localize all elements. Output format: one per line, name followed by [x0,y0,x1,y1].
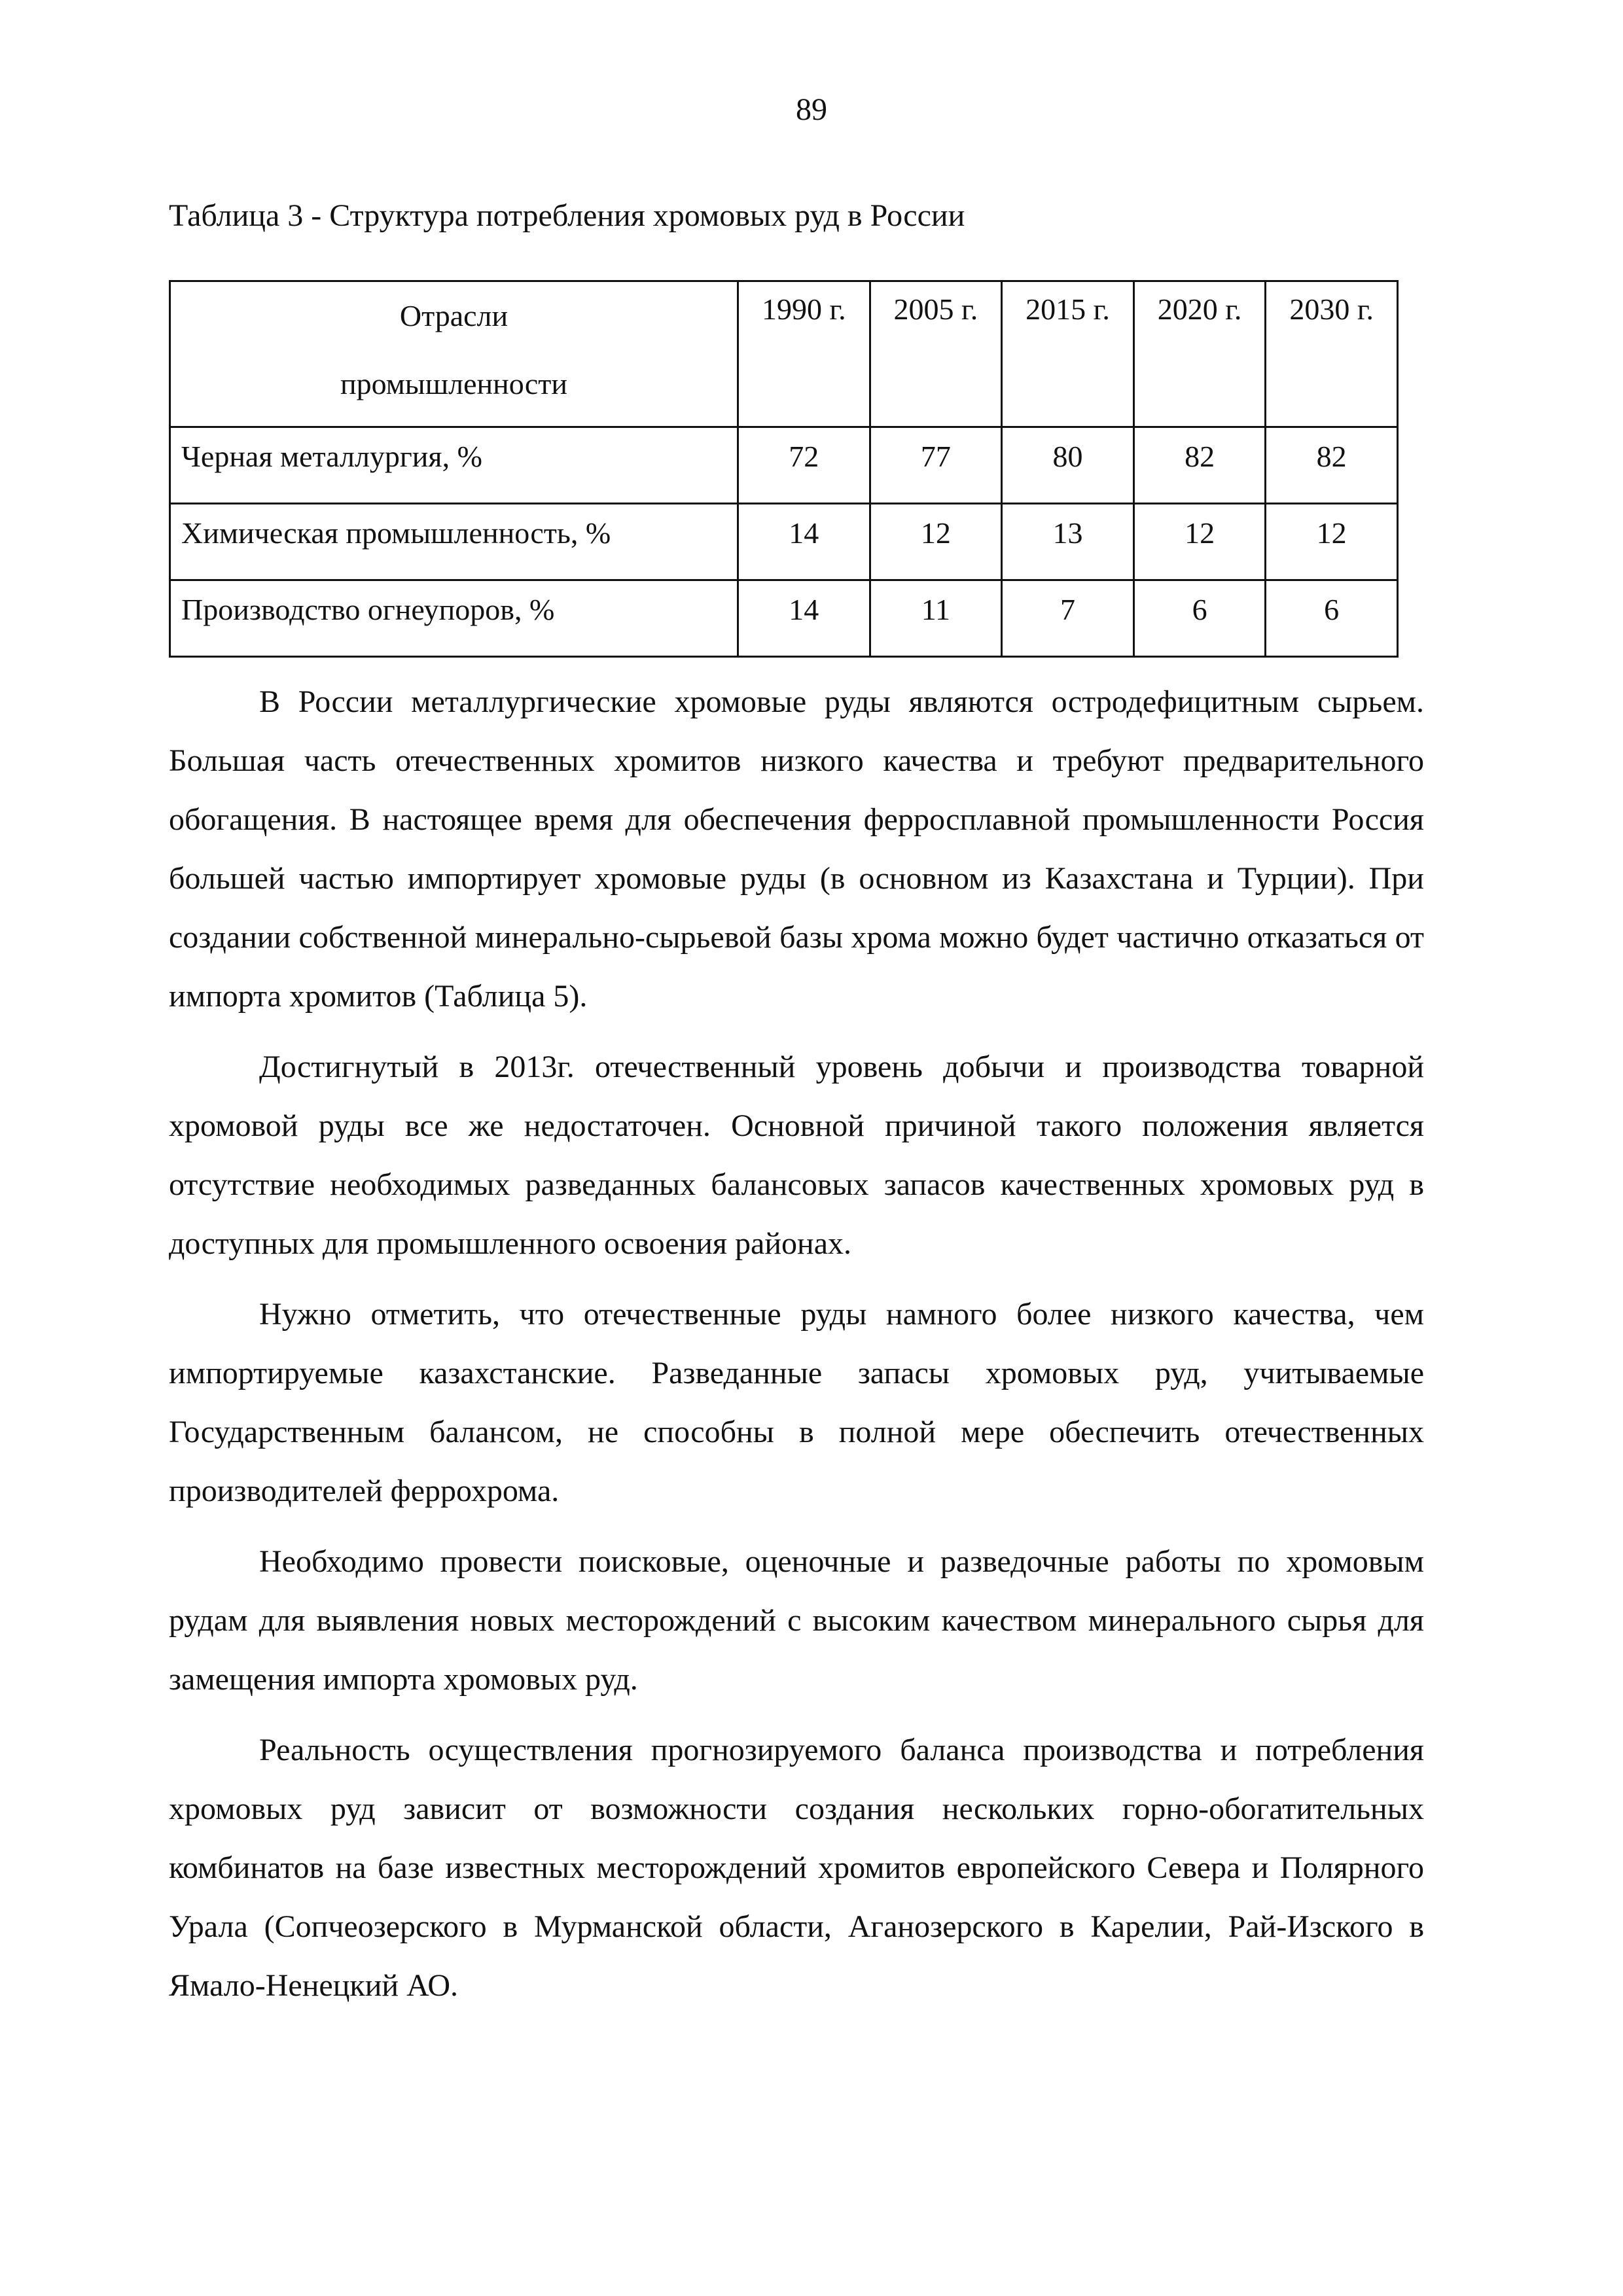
consumption-table [169,280,1399,658]
table-row-sector: Химическая промышленность, % [170,504,738,580]
table-row [170,427,1398,504]
table-cell-value: 80 [1002,427,1134,504]
table-row-sector: Черная металлургия, % [170,427,738,504]
paragraph: В России металлургические хромовые руды являются остродефицитным сырьем. Большая часть отечественных хромитов низкого качества и требуют предварительного обогащения. В настоящее время для обеспечения ферросплавной промышленности Россия большей частью импортирует хромовые руды (в основном из Казахстана и Турции). При создании собственной минерально-сырьевой базы хрома можно будет частично отказаться от импорта хромитов (Таблица 5). [169,684,1424,1014]
page-number: 89 [796,92,827,127]
year-column-header: 2030 г. [1266,281,1398,427]
table-cell-value: 77 [870,427,1002,504]
year-column-header: 1990 г. [738,281,870,427]
table-cell-value: 12 [1133,504,1266,580]
paragraph: Необходимо провести поисковые, оценочные и разведочные работы по хромовым рудам для выявления новых месторождений с высоким качеством минерального сырья для замещения импорта хромовых руд. [169,1544,1424,1697]
table-row-sector: Производство огнеупоров, % [170,580,738,657]
table-caption: Таблица 3 - Структура потребления хромовых руд в России [169,198,965,233]
sector-header-line1: Отрасли [399,299,508,332]
body-text [169,673,1424,2027]
table-cell-value: 12 [870,504,1002,580]
table-row [170,580,1398,657]
table-cell-value: 11 [870,580,1002,657]
table-header-row [170,281,1398,427]
table-cell-value: 12 [1266,504,1398,580]
paragraph: Реальность осуществления прогнозируемого баланса производства и потребления хромовых руд зависит от возможности создания нескольких горно-обогатительных комбинатов на базе известных месторождений хромитов европейского Севера и Полярного Урала (Сопчеозерского в Мурманской области, Аганозерского в Карелии, Рай-Изского в Ямало-Ненецкий АО. [169,1733,1424,2003]
table-cell-value: 7 [1002,580,1134,657]
sector-column-header [170,281,738,427]
paragraph: Достигнутый в 2013г. отечественный уровень добычи и производства товарной хромовой руды все же недостаточен. Основной причиной такого положения является отсутствие необходимых разведанных балансовых запасов качественных хромовых руд в доступных для промышленного освоения районах. [169,1050,1424,1261]
sector-header-line2: промышленности [340,367,568,400]
year-column-header: 2005 г. [870,281,1002,427]
table-cell-value: 6 [1133,580,1266,657]
paragraph: Нужно отметить, что отечественные руды намного более низкого качества, чем импортируемые казахстанские. Разведанные запасы хромовых руд, учитываемые Государственным балансом, не способны в полной мере обеспечить отечественных производителей феррохрома. [169,1297,1424,1508]
table-cell-value: 14 [738,580,870,657]
table-cell-value: 82 [1133,427,1266,504]
table-cell-value: 72 [738,427,870,504]
table-cell-value: 14 [738,504,870,580]
year-column-header: 2020 г. [1133,281,1266,427]
table-cell-value: 6 [1266,580,1398,657]
table-row [170,504,1398,580]
table-cell-value: 82 [1266,427,1398,504]
year-column-header: 2015 г. [1002,281,1134,427]
table-cell-value: 13 [1002,504,1134,580]
